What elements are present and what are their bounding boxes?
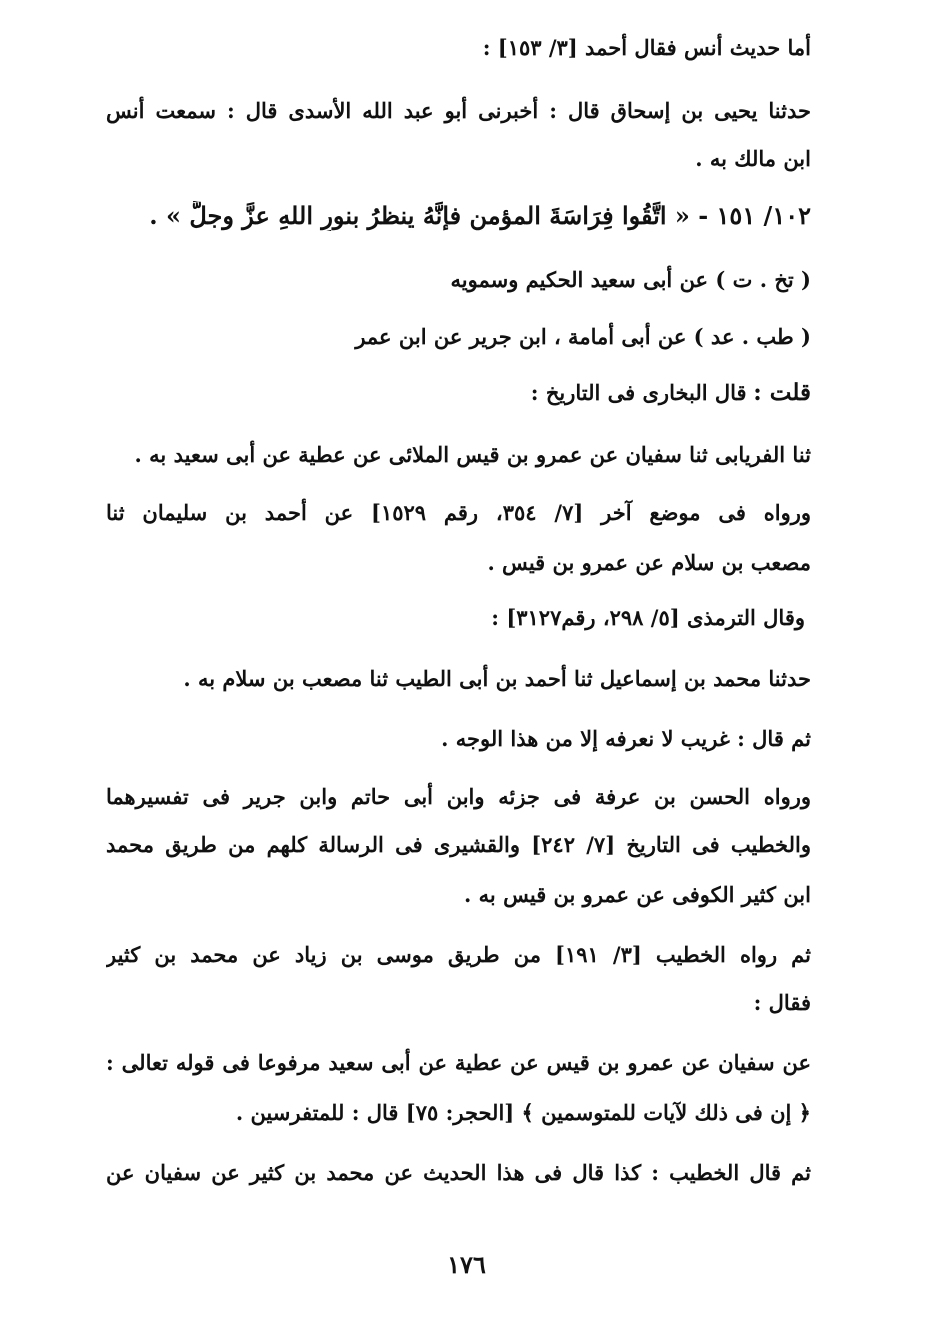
hadith-heading: ١٠٢/ ١٥١ - « اتَّقُوا فِرَاسَةَ المؤمنِ فإنَّهُ ينظرُ بنورِ اللهِ عزَّ وجلَّ » . xyxy=(149,201,811,230)
text-line-11: وقال الترمذى [٥/ ٢٩٨، رقم٣١٢٧] : xyxy=(491,605,805,630)
text-line-13: ثم قال : غريب لا نعرفه إلا من هذا الوجه . xyxy=(441,726,811,751)
text-line-8: ثنا الفريابى ثنا سفيان عن عمرو بن قيس الملائى عن عطية عن أبى سعيد به . xyxy=(134,442,811,467)
text-line-3: ابن مالك به . xyxy=(695,146,811,171)
takhrij-line-2: ( طب . عد ) عن أبى أمامة ، ابن جرير عن ابن عمر xyxy=(355,324,811,349)
text-line-21: ثم قال الخطيب : كذا قال فى هذا الحديث عن محمد بن كثير عن سفيان عن xyxy=(106,1160,811,1185)
text-line-18: فقال : xyxy=(753,990,811,1015)
takhrij-line-1: ( تخ . ت ) عن أبى سعيد الحكيم وسمويه xyxy=(450,267,811,292)
text-line-1: أما حديث أنس فقال أحمد [٣/ ١٥٣] : xyxy=(482,35,811,60)
text-line-10: مصعب بن سلام عن عمرو بن قيس . xyxy=(487,550,811,575)
text-line-16: ابن كثير الكوفى عن عمرو بن قيس به . xyxy=(464,882,811,907)
text-line-9: ورواه فى موضع آخر [٧/ ٣٥٤، رقم ١٥٢٩] عن أحمد بن سليمان ثنا xyxy=(106,500,811,525)
text-line-15: والخطيب فى التاريخ [٧/ ٢٤٢] والقشيرى فى الرسالة كلهم من طريق محمد xyxy=(106,832,811,857)
text-line-19: عن سفيان عن عمرو بن قيس عن عطية عن أبى سعيد مرفوعا فى قوله تعالى : xyxy=(106,1050,811,1075)
text-line-14: ورواه الحسن بن عرفة فى جزئه وابن أبى حاتم وابن جرير فى تفسيرهما xyxy=(106,784,811,809)
text-line-20: ﴿ إن فى ذلك لآيات للمتوسمين ﴾ [الحجر: ٧٥] قال : للمتفرسين . xyxy=(235,1100,811,1125)
text-line-12: حدثنا محمد بن إسماعيل ثنا أحمد بن أبى الطيب ثنا مصعب بن سلام به . xyxy=(183,666,811,691)
qult-line xyxy=(106,378,811,408)
text-line-17: ثم رواه الخطيب [٣/ ١٩١] من طريق موسى بن زياد عن محمد بن كثير xyxy=(106,942,811,967)
qult-label: قلت : xyxy=(753,379,811,406)
text-line-2: حدثنا يحيى بن إسحاق قال : أخبرنى أبو عبد الله الأسدى قال : سمعت أنس xyxy=(106,98,811,123)
qult-text: قال البخارى فى التاريخ : xyxy=(530,380,747,405)
page-number: ١٧٦ xyxy=(447,1250,486,1279)
